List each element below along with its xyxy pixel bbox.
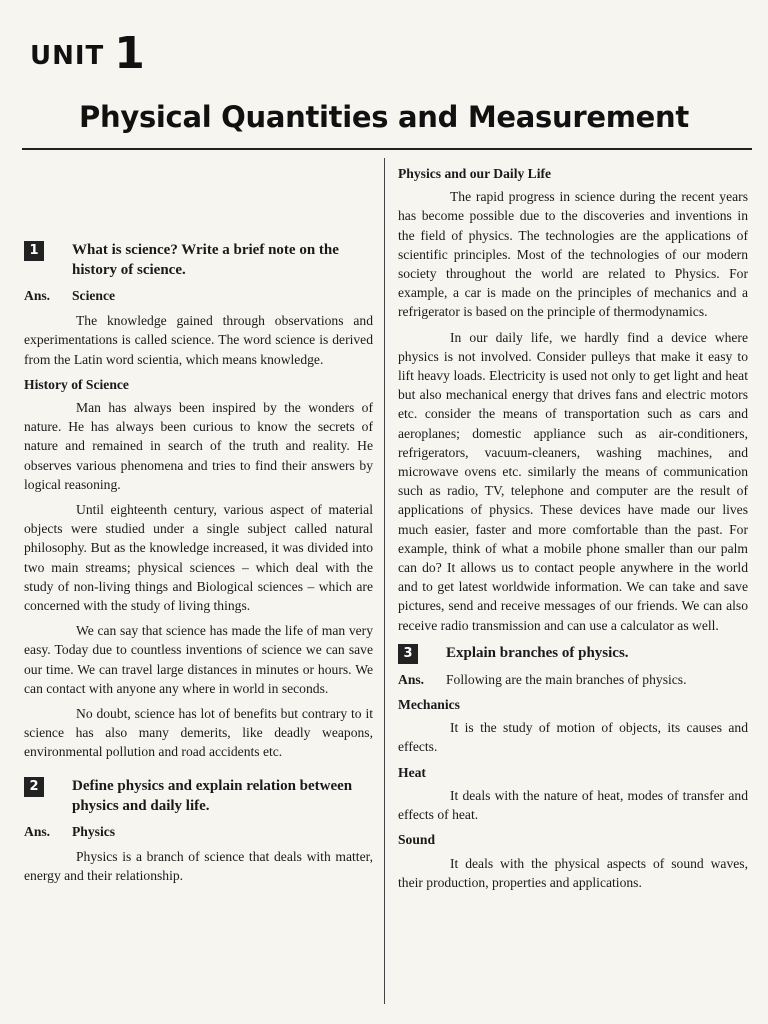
answer-label-row: [398, 670, 748, 689]
right-column: [398, 164, 748, 898]
title-divider: [22, 148, 752, 150]
paragraph: In our daily life, we hardly find a device where physics is not involved. Consider pulleys that make it easy to lift heavy loads. Electricity is used not only to get light and heat but also mechanical energy that drives fans and electric motors etc. consider the means of transportation such as cars and aeroplanes; domestic appliance such as air-conditioners, refrigerators, vacuum-cleaners, washing machines, and microwave ovens etc. similarly the means of communication such as radio, TV, telephone and computer are the result of applications of physics. These devices have made our lives much easier, faster and more comfortable than the past. For example, think of what a mobile phone smaller than our palm can do? It allows us to contact people anywhere in the world and to get latest worldwide information. We can take and save pictures, send and receive messages of our friends. We can also receive radio transmission and can use a calculator as well.: [398, 329, 748, 633]
answer-label: Ans.: [24, 288, 51, 303]
unit-number: 1: [114, 28, 145, 79]
question-2: [24, 776, 373, 816]
paragraph: Man has always been inspired by the wonders of nature. He has always been curious to know the secrets of nature and remained in search of the truth and reality. He observes various phenomena and tries to find their answers by logical reasoning.: [24, 400, 373, 492]
question-3: [398, 643, 748, 664]
paragraph: The rapid progress in science during the recent years has become possible due to the discoveries and inventions in the field of physics. The technologies are the applications of scientific principles. Most of the technologies of our modern society throughout the world are related to Physics. For example, a car is made on the principles of mechanics and a refrigerator is based on the principle of thermodynamics.: [398, 189, 748, 320]
left-column: [24, 232, 373, 891]
question-text: Explain branches of physics.: [446, 644, 629, 661]
answer-heading: Science: [72, 288, 116, 303]
unit-word: UNIT: [30, 41, 105, 71]
question-text: Define physics and explain relation between physics and daily life.: [72, 777, 353, 814]
answer-label: Ans.: [24, 823, 51, 839]
question-number-badge: 2: [24, 777, 44, 797]
question-text: What is science? Write a brief note on the history of science.: [72, 242, 339, 278]
paragraph: Until eighteenth century, various aspect of material objects were studied under a single subject called natural philosophy. But as the knowledge increased, it was divided into two main streams; physical sciences – which deal with the study of non-living things and Biological sciences – which are concerned with the study of living things.: [24, 502, 373, 614]
section-heading: Physics and our Daily Life: [398, 166, 552, 181]
paragraph: It is the study of motion of objects, its causes and effects.: [398, 720, 748, 755]
question-number-badge: 3: [398, 644, 418, 664]
answer-label: Ans.: [398, 671, 425, 687]
paragraph: It deals with the physical aspects of sound waves, their production, properties and applications.: [398, 855, 748, 890]
answer-heading: Physics: [72, 823, 116, 839]
unit-label: [30, 28, 145, 79]
question-number-badge: 1: [24, 241, 44, 261]
section-heading: Sound: [398, 832, 436, 848]
paragraph: It deals with the nature of heat, modes of transfer and effects of heat.: [398, 787, 748, 823]
chapter-title: Physical Quantities and Measurement: [79, 100, 689, 134]
answer-label-row: [24, 286, 373, 305]
answer-label-row: [24, 822, 373, 841]
question-1: [24, 240, 373, 280]
answer-text: Following are the main branches of physics.: [446, 671, 687, 687]
paragraph: We can say that science has made the life of man very easy. Today due to countless inventions of science we can save our time. We can travel large distances in minutes or hours. We can contact with anyone any where in world in seconds.: [24, 623, 373, 696]
paragraph: Physics is a branch of science that deals with matter, energy and their relationship.: [24, 848, 373, 884]
section-heading: Mechanics: [398, 697, 460, 713]
column-divider: [384, 158, 385, 1004]
paragraph: The knowledge gained through observations and experimentations is called science. The word science is derived from the Latin word scientia, which means knowledge.: [24, 313, 373, 367]
section-heading: Heat: [398, 764, 426, 780]
paragraph: No doubt, science has lot of benefits but contrary to it science has also many demerits, like deadly weapons, environmental pollution and road accidents etc.: [24, 706, 373, 760]
section-heading: History of Science: [24, 376, 129, 392]
